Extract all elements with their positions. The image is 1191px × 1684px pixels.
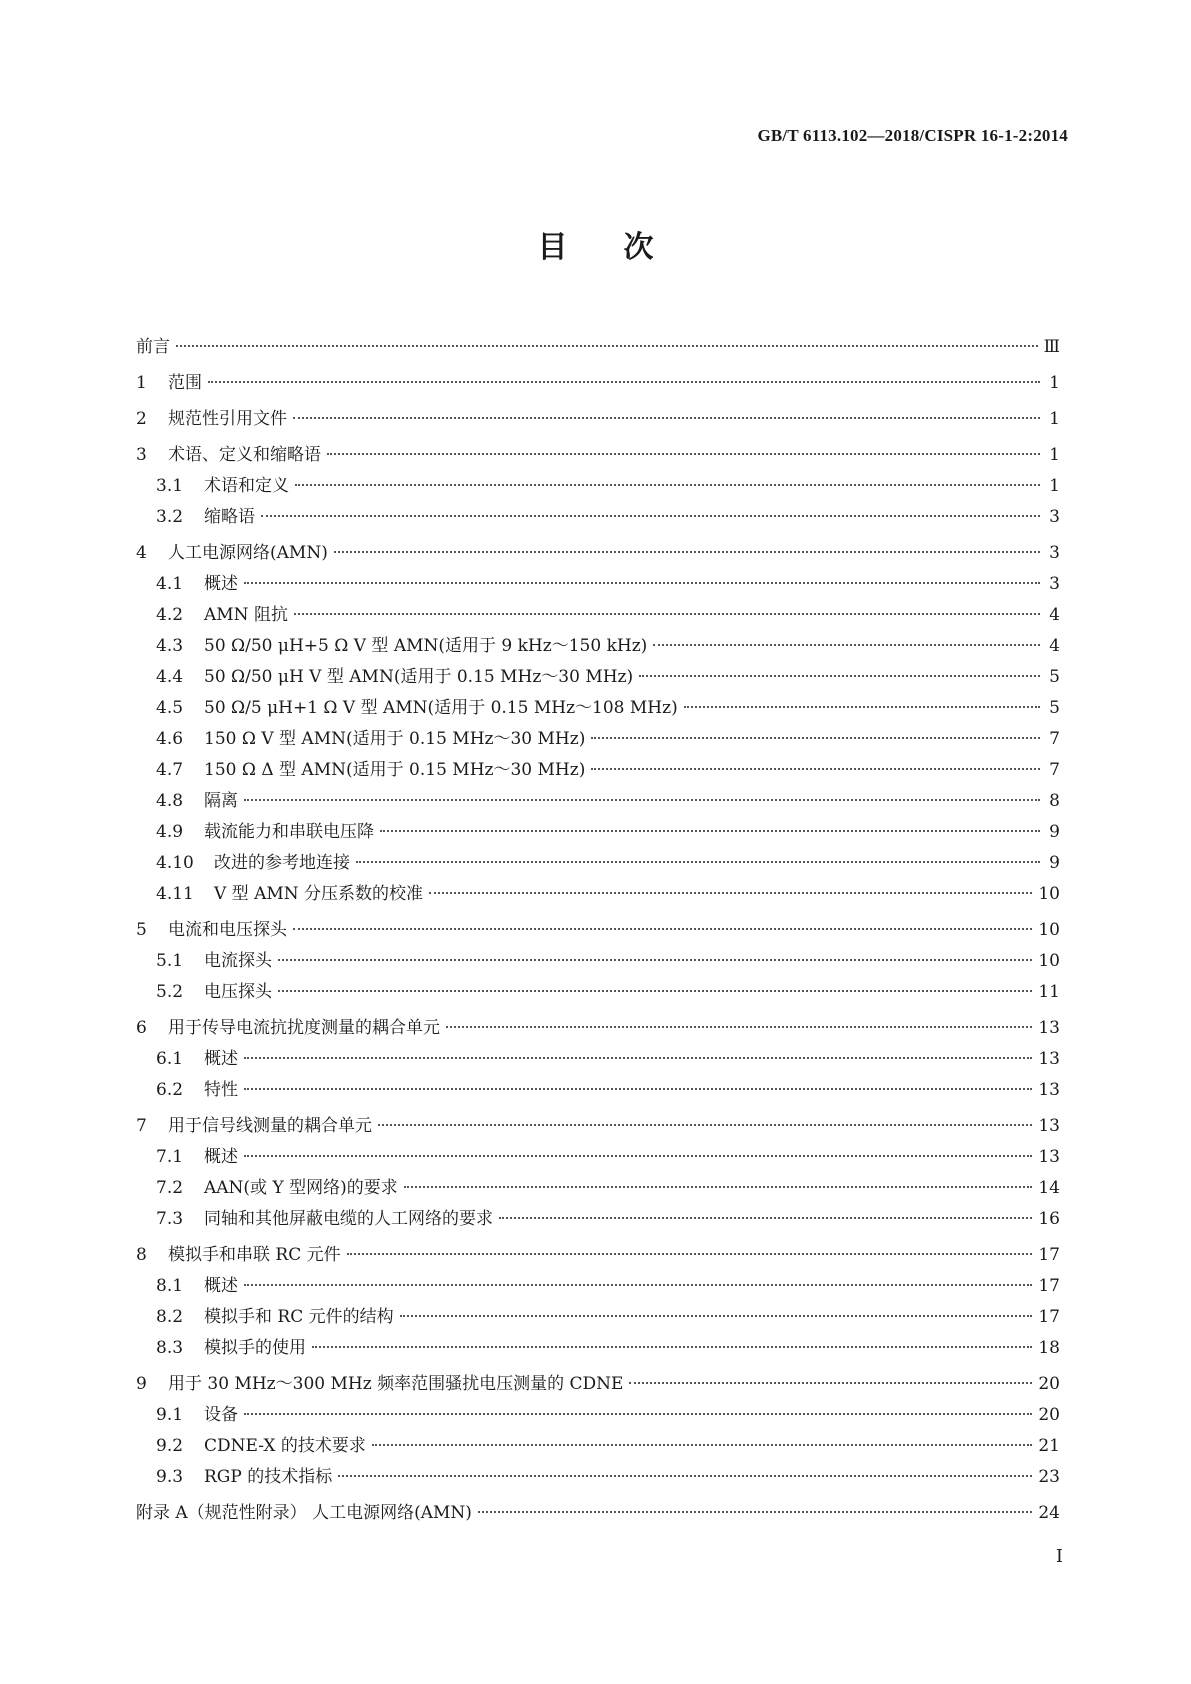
toc-entry[interactable]	[136, 1462, 1060, 1493]
toc-entry-number: 4.2	[156, 605, 184, 625]
toc-entry-number: 4.3	[156, 636, 184, 656]
dot-leader	[629, 1382, 1032, 1384]
toc-entry[interactable]	[136, 1302, 1060, 1333]
dot-leader	[356, 861, 1040, 863]
toc-entry-number: 4.5	[156, 698, 184, 718]
dot-leader	[293, 928, 1032, 930]
dot-leader	[244, 1155, 1032, 1157]
toc-entry-page: 5	[1049, 698, 1060, 718]
toc-entry-page: 4	[1049, 605, 1060, 625]
toc-entry[interactable]	[136, 404, 1060, 435]
dot-leader	[429, 892, 1032, 894]
dot-leader	[591, 737, 1040, 739]
dot-leader	[338, 1475, 1032, 1477]
toc-entry-title: 设备	[204, 1405, 238, 1425]
dot-leader	[653, 644, 1040, 646]
toc-entry-number: 4.8	[156, 791, 184, 811]
toc-entry-title: 人工电源网络(AMN)	[168, 543, 328, 563]
toc-entry[interactable]	[136, 1431, 1060, 1462]
toc-entry[interactable]	[136, 1075, 1060, 1106]
toc-entry-number: 4.11	[156, 884, 194, 904]
dot-leader	[684, 706, 1040, 708]
standard-code: GB/T 6113.102—2018/CISPR 16-1-2:2014	[757, 126, 1068, 145]
toc-entry[interactable]	[136, 1013, 1060, 1044]
toc-entry-page: 10	[1038, 884, 1060, 904]
dot-leader	[499, 1217, 1032, 1219]
toc-entry-page: 1	[1049, 409, 1060, 429]
toc-entry[interactable]	[136, 1400, 1060, 1431]
dot-leader	[378, 1124, 1032, 1126]
toc-entry-number: 6	[136, 1018, 147, 1038]
dot-leader	[244, 799, 1040, 801]
toc-entry-page: 3	[1049, 543, 1060, 563]
toc-entry-page: 13	[1038, 1049, 1060, 1069]
dot-leader	[591, 768, 1040, 770]
dot-leader	[400, 1315, 1033, 1317]
toc-entry-page: 13	[1038, 1018, 1060, 1038]
toc-entry-title: 50 Ω/5 μH+1 Ω V 型 AMN(适用于 0.15 MHz～108 MHz)	[204, 698, 678, 718]
toc-entry-page: 4	[1049, 636, 1060, 656]
toc-entry-page: 3	[1049, 507, 1060, 527]
toc-entry-page: 9	[1049, 822, 1060, 842]
dot-leader	[446, 1026, 1032, 1028]
toc-entry[interactable]	[136, 817, 1060, 848]
toc-entry-page: 9	[1049, 853, 1060, 873]
dot-leader	[380, 830, 1040, 832]
toc-entry-title: 载流能力和串联电压降	[204, 822, 374, 842]
toc-entry[interactable]	[136, 879, 1060, 910]
toc-entry-title: 用于传导电流抗扰度测量的耦合单元	[168, 1018, 440, 1038]
toc-entry-title: 隔离	[204, 791, 238, 811]
dot-leader	[327, 453, 1040, 455]
toc-entry-number: 7.2	[156, 1178, 184, 1198]
page-title: 目次	[537, 230, 710, 265]
dot-leader	[261, 515, 1040, 517]
toc-entry-number: 6.2	[156, 1080, 184, 1100]
toc-entry-page: 7	[1049, 760, 1060, 780]
toc-entry-page: 17	[1038, 1276, 1060, 1296]
toc-entry[interactable]	[136, 440, 1060, 471]
dot-leader	[404, 1186, 1033, 1188]
toc-entry-page: 17	[1038, 1307, 1060, 1327]
toc-entry-title: 模拟手的使用	[204, 1338, 306, 1358]
toc-entry-page: 17	[1038, 1245, 1060, 1265]
toc-entry-page: 13	[1038, 1080, 1060, 1100]
toc-entry-number: 4.7	[156, 760, 184, 780]
toc-entry-number: 6.1	[156, 1049, 184, 1069]
toc-entry-number: 7.1	[156, 1147, 184, 1167]
dot-leader	[176, 345, 1038, 347]
dot-leader	[244, 582, 1040, 584]
dot-leader	[208, 381, 1040, 383]
toc-entry-number: 8.3	[156, 1338, 184, 1358]
toc-entry-page: 14	[1038, 1178, 1060, 1198]
toc-entry[interactable]	[136, 1333, 1060, 1364]
toc-entry-page: 1	[1049, 476, 1060, 496]
toc-entry[interactable]	[136, 915, 1060, 946]
toc-entry-number: 9	[136, 1374, 147, 1394]
dot-leader	[294, 613, 1040, 615]
toc-entry-number: 1	[136, 373, 147, 393]
toc-entry-title: 用于信号线测量的耦合单元	[168, 1116, 372, 1136]
toc-entry-title: 电流探头	[204, 951, 272, 971]
toc-entry-title: 同轴和其他屏蔽电缆的人工网络的要求	[204, 1209, 493, 1229]
toc-entry-number: 5.2	[156, 982, 184, 1002]
toc-entry[interactable]	[136, 724, 1060, 755]
dot-leader	[244, 1088, 1032, 1090]
toc-entry-number: 2	[136, 409, 147, 429]
toc-entry-number: 8.2	[156, 1307, 184, 1327]
dot-leader	[278, 959, 1032, 961]
toc-entry[interactable]	[136, 1369, 1060, 1400]
toc-entry-page: 1	[1049, 373, 1060, 393]
toc-entry-title: 电流和电压探头	[168, 920, 287, 940]
toc-entry[interactable]	[136, 755, 1060, 786]
toc-entry-title: 改进的参考地连接	[214, 853, 350, 873]
toc-entry-page: 10	[1038, 951, 1060, 971]
toc-entry-page: 16	[1038, 1209, 1060, 1229]
toc-entry-title: 150 Ω Δ 型 AMN(适用于 0.15 MHz～30 MHz)	[204, 760, 586, 780]
toc-entry-page: 18	[1038, 1338, 1060, 1358]
toc-entry-title: 特性	[204, 1080, 238, 1100]
toc-entry[interactable]	[136, 569, 1060, 600]
toc-entry-number: 9.1	[156, 1405, 184, 1425]
toc-entry[interactable]	[136, 1173, 1060, 1204]
toc-entry-page: 7	[1049, 729, 1060, 749]
toc-entry-number: 3.2	[156, 507, 184, 527]
dot-leader	[244, 1057, 1032, 1059]
toc-entry-title: 概述	[204, 1276, 238, 1296]
toc-entry-page: 8	[1049, 791, 1060, 811]
toc-entry-number: 4.1	[156, 574, 184, 594]
toc-entry-page: 23	[1038, 1467, 1060, 1487]
toc-entry-number: 4.9	[156, 822, 184, 842]
toc-entry-number: 4.4	[156, 667, 184, 687]
toc-entry[interactable]	[136, 332, 1060, 363]
dot-leader	[244, 1413, 1032, 1415]
dot-leader	[244, 1284, 1032, 1286]
toc-entry-number: 9.3	[156, 1467, 184, 1487]
toc-entry-number: 5	[136, 920, 147, 940]
toc-entry[interactable]	[136, 1111, 1060, 1142]
toc-entry-title: 前言	[136, 337, 170, 357]
toc-entry-title: 缩略语	[204, 507, 255, 527]
page-number: I	[1055, 1546, 1063, 1567]
toc-entry-title: 规范性引用文件	[168, 409, 287, 429]
toc-entry-title: AMN 阻抗	[204, 605, 288, 625]
toc-entry-page: 13	[1038, 1147, 1060, 1167]
toc-entry[interactable]	[136, 368, 1060, 399]
toc-entry[interactable]	[136, 538, 1060, 569]
toc-entry-title: 模拟手和 RC 元件的结构	[204, 1307, 394, 1327]
toc-entry-number: 8.1	[156, 1276, 184, 1296]
toc-entry-number: 3.1	[156, 476, 184, 496]
toc-entry-page: 20	[1038, 1374, 1060, 1394]
dot-leader	[478, 1511, 1032, 1513]
dot-leader	[334, 551, 1040, 553]
toc-entry-title: 范围	[168, 373, 202, 393]
toc-entry-title: V 型 AMN 分压系数的校准	[214, 884, 424, 904]
toc-entry-page: 5	[1049, 667, 1060, 687]
toc-entry[interactable]	[136, 1204, 1060, 1235]
toc-entry-number: 4	[136, 543, 147, 563]
dot-leader	[372, 1444, 1032, 1446]
toc-entry-page: 1	[1049, 445, 1060, 465]
toc-entry-title: 电压探头	[204, 982, 272, 1002]
toc-entry-number: 7.3	[156, 1209, 184, 1229]
toc-entry-number: 5.1	[156, 951, 184, 971]
toc-entry[interactable]	[136, 977, 1060, 1008]
toc-entry-number: 9.2	[156, 1436, 184, 1456]
toc-entry-title: 术语和定义	[204, 476, 289, 496]
toc-entry[interactable]	[136, 1498, 1060, 1529]
toc-entry-number: 4.6	[156, 729, 184, 749]
toc-entry-title: RGP 的技术指标	[204, 1467, 333, 1487]
toc-entry-number: 7	[136, 1116, 147, 1136]
toc-entry[interactable]	[136, 631, 1060, 662]
toc-entry[interactable]	[136, 1271, 1060, 1302]
dot-leader	[312, 1346, 1032, 1348]
toc-entry[interactable]	[136, 1142, 1060, 1173]
dot-leader	[278, 990, 1032, 992]
toc-entry-title: 概述	[204, 1049, 238, 1069]
toc-entry-title: 50 Ω/50 μH V 型 AMN(适用于 0.15 MHz～30 MHz)	[204, 667, 634, 687]
toc-entry-title: 150 Ω V 型 AMN(适用于 0.15 MHz～30 MHz)	[204, 729, 586, 749]
toc-entry[interactable]	[136, 662, 1060, 693]
dot-leader	[639, 675, 1040, 677]
toc-entry-page: 20	[1038, 1405, 1060, 1425]
toc-entry-page: 24	[1038, 1503, 1060, 1523]
toc-entry-title: 概述	[204, 574, 238, 594]
toc-entry[interactable]	[136, 1044, 1060, 1075]
toc-entry-number: 3	[136, 445, 147, 465]
toc-entry-page: 3	[1049, 574, 1060, 594]
toc-entry[interactable]	[136, 693, 1060, 724]
toc-entry-title: 附录 A（规范性附录） 人工电源网络(AMN)	[136, 1503, 472, 1523]
toc-entry[interactable]	[136, 786, 1060, 817]
toc-entry-title: CDNE-X 的技术要求	[204, 1436, 366, 1456]
toc-entry[interactable]	[136, 600, 1060, 631]
toc-entry-page: 11	[1038, 982, 1060, 1002]
toc-entry[interactable]	[136, 502, 1060, 533]
toc-entry-title: 术语、定义和缩略语	[168, 445, 321, 465]
toc-entry-page: 13	[1038, 1116, 1060, 1136]
toc-entry[interactable]	[136, 1240, 1060, 1271]
toc-entry[interactable]	[136, 471, 1060, 502]
toc-entry-title: AAN(或 Y 型网络)的要求	[204, 1178, 398, 1198]
toc-entry[interactable]	[136, 946, 1060, 977]
dot-leader	[347, 1253, 1033, 1255]
toc-entry-title: 模拟手和串联 RC 元件	[168, 1245, 341, 1265]
table-of-contents	[136, 332, 1060, 1529]
toc-entry-number: 8	[136, 1245, 147, 1265]
toc-entry[interactable]	[136, 848, 1060, 879]
toc-entry-number: 4.10	[156, 853, 194, 873]
toc-entry-page: Ⅲ	[1043, 337, 1060, 357]
toc-entry-page: 21	[1038, 1436, 1060, 1456]
dot-leader	[295, 484, 1040, 486]
toc-entry-title: 50 Ω/50 μH+5 Ω V 型 AMN(适用于 9 kHz～150 kHz)	[204, 636, 648, 656]
toc-entry-title: 概述	[204, 1147, 238, 1167]
toc-entry-title: 用于 30 MHz～300 MHz 频率范围骚扰电压测量的 CDNE	[168, 1374, 624, 1394]
dot-leader	[293, 417, 1040, 419]
toc-entry-page: 10	[1038, 920, 1060, 940]
